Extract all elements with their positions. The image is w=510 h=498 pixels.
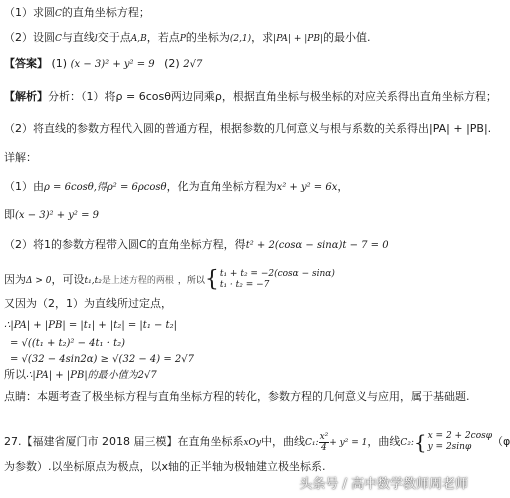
detail-6: = √((t₁ + t₂)² − 4t₁ · t₂) [10,338,126,349]
detail-label: 详解： [4,151,37,164]
question-27: 27.【福建省厦门市 2018 届三模】在直角坐标系xOy中，曲线C₁: $\frac{\text{x²}}{4}$ + y² = 1，曲线C₂:{ x = 2 + 2cosφ y = 2sinφ （φ [4,430,510,454]
question-1: （1）求圆C的直角坐标方程； [4,6,150,19]
detail-4: 又因为（2，1）为直线所过定点， [4,297,172,310]
system-brace: { [204,267,219,292]
detail-8: 所以∴|PA| + |PB|的最小值为2√7 [4,368,157,381]
root-relations: t₁ + t₂ = −2(cosα − sinα) t₁ · t₂ = −7 [219,269,335,290]
detail-1b: 即(x − 3)² + y² = 9 [4,208,100,221]
c2-parametric: x = 2 + 2cosφ y = 2sinφ [427,431,493,452]
question-27-cont: 为参数）.以坐标原点为极点，以x轴的正半轴为极轴建立极坐标系. [4,460,326,473]
detail-5: ∴|PA| + |PB| = |t₁| + |t₂| = |t₁ − t₂| [4,320,177,331]
analysis-2: （2）将直线的参数方程代入圆的普通方程，根据参数的几何意义与根与系数的关系得出|PA| + |PB|. [4,122,492,135]
answer: 【答案】 (1) (x − 3)² + y² = 9 (2) 2√7 [4,57,203,70]
comment: 点睛：本题考查了极坐标方程与直角坐标方程的转化，参数方程的几何意义与应用，属于基础题. [4,390,470,403]
detail-3: 因为Δ > 0，可设t₁,t₂是上述方程的两根 ，所以{ t₁ + t₂ = −2(cosα − sinα) t₁ · t₂ = −7 [4,267,335,292]
watermark: 头条号 / 高中数学教师周老师 [299,477,468,492]
detail-7: = √(32 − 4sin2α) ≥ √(32 − 4) = 2√7 [10,354,195,365]
analysis: 【解析】分析：（1）将ρ = 6cosθ两边同乘ρ，根据直角坐标与极坐标的对应关系得出直角坐标方程； [4,90,497,103]
detail-1: （1）由ρ = 6cosθ,得ρ² = 6ρcosθ，化为直角坐标方程为x² + y² = 6x， [4,180,349,193]
fraction-x2-over-4: $\frac{\text{x²}}{4}$ [319,431,329,453]
question-2: （2）设圆C与直线l交于点A,B，若点P的坐标为(2,1)，求|PA| + |PB|的最小值. [4,31,371,44]
detail-2: （2）将1的参数方程带入圆C的直角坐标方程，得t² + 2(cosα − sinα)t − 7 = 0 [4,238,389,251]
system-brace-c2: { [413,430,427,454]
